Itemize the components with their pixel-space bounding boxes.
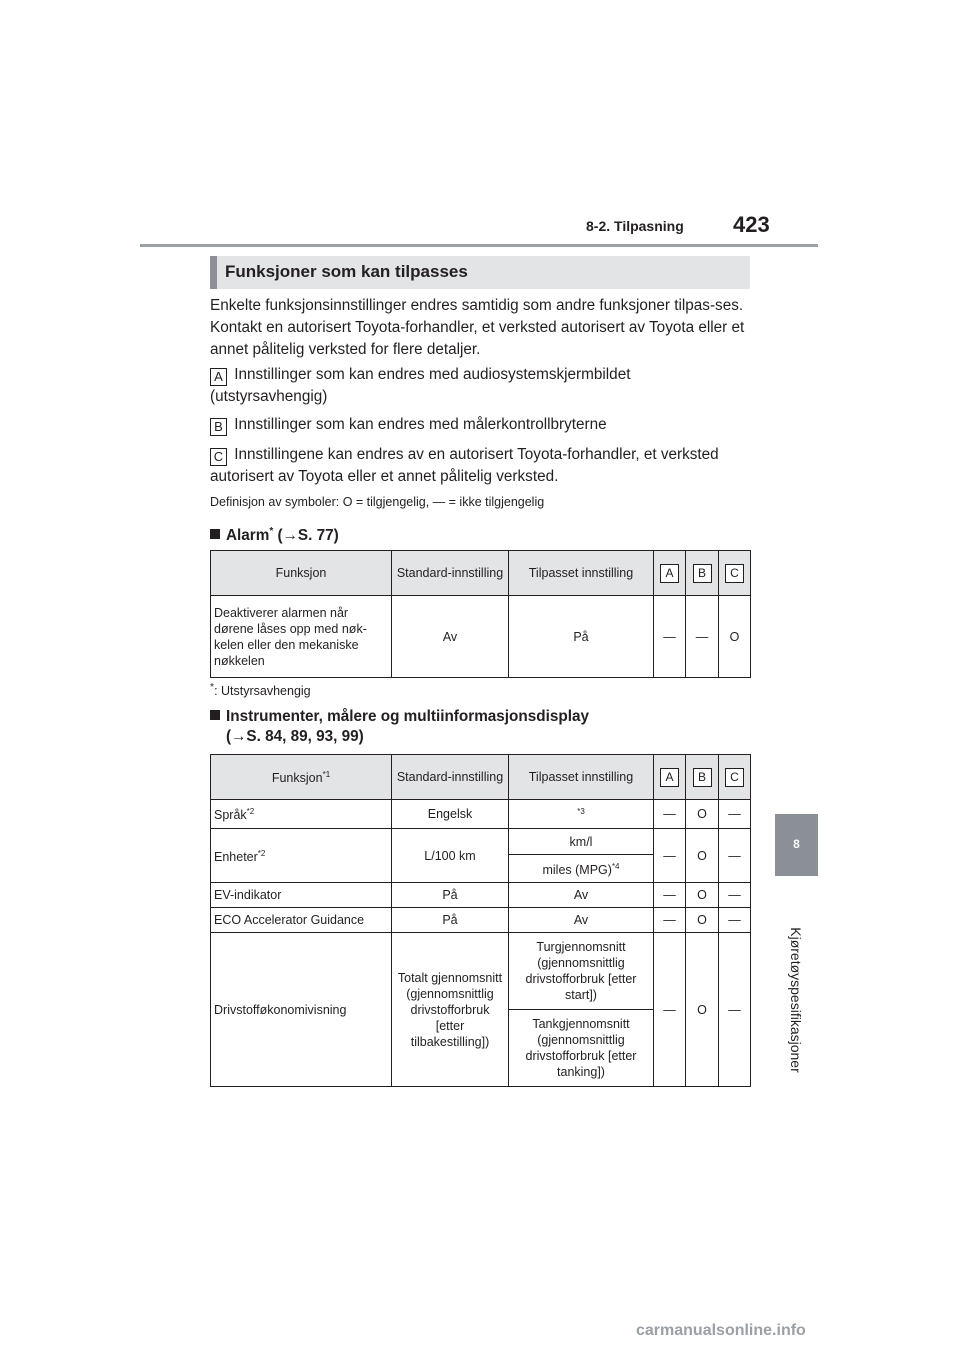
table-header-row xyxy=(211,551,751,596)
instruments-ref: (→S. 84, 89, 93, 99) xyxy=(226,728,364,745)
cell-b: O xyxy=(686,829,719,883)
header-function-text: Funksjon xyxy=(271,771,323,786)
cell-c: — xyxy=(719,908,751,933)
footnote-text: : Utstyrsavhengig xyxy=(214,684,311,699)
cell-b: O xyxy=(686,908,719,933)
cell-a: — xyxy=(654,883,686,908)
table-header-row xyxy=(211,755,751,800)
cell-custom: Tankgjennomsnitt (gjennomsnittlig drivstofforbruk [etter tanking]) xyxy=(509,1010,654,1087)
table-row xyxy=(211,596,751,678)
alarm-footnote xyxy=(210,682,311,698)
cell-function-mark: *2 xyxy=(257,848,266,858)
header-custom: Tilpasset innstilling xyxy=(509,755,654,800)
header-box-b: B xyxy=(693,564,712,583)
header-a xyxy=(654,551,686,596)
cell-custom: På xyxy=(509,596,654,678)
section-label: 8-2. Tilpasning xyxy=(586,218,684,234)
definition-c xyxy=(210,444,750,488)
header-standard: Standard-innstilling xyxy=(392,755,509,800)
square-bullet-icon xyxy=(210,710,220,720)
table-row xyxy=(211,883,751,908)
cell-standard: L/100 km xyxy=(392,829,509,883)
cell-b: — xyxy=(686,596,719,678)
cell-a: — xyxy=(654,908,686,933)
alarm-heading xyxy=(210,522,339,546)
letter-box-a: A xyxy=(210,368,227,386)
cell-function-mark: *2 xyxy=(246,807,255,817)
table-row xyxy=(211,800,751,829)
cell-custom: Av xyxy=(509,908,654,933)
cell-a: — xyxy=(654,933,686,1087)
cell-standard: Engelsk xyxy=(392,800,509,829)
instruments-table xyxy=(210,754,751,1087)
header-b xyxy=(686,551,719,596)
chapter-tab xyxy=(775,814,818,874)
cell-c: — xyxy=(719,933,751,1087)
cell-custom xyxy=(509,855,654,883)
cell-c: — xyxy=(719,829,751,883)
cell-function xyxy=(211,800,392,829)
cell-a: — xyxy=(654,596,686,678)
cell-b: O xyxy=(686,933,719,1087)
cell-custom-mark: *3 xyxy=(577,807,585,817)
cell-standard: På xyxy=(392,908,509,933)
cell-function: Deaktiverer alarmen når dørene låses opp med nøk-kelen eller den mekaniske nøkkelen xyxy=(211,596,392,678)
cell-a: — xyxy=(654,800,686,829)
cell-custom-text: miles (MPG) xyxy=(542,863,612,878)
header-standard: Standard-innstilling xyxy=(392,551,509,596)
header-custom: Tilpasset innstilling xyxy=(509,551,654,596)
cell-a: — xyxy=(654,829,686,883)
cell-c: — xyxy=(719,883,751,908)
alarm-heading-mark: * xyxy=(269,526,274,537)
header-a xyxy=(654,755,686,800)
definition-c-text: Innstillingene kan endres av en autorisert Toyota-forhandler, et verksted autorisert av Toyota eller et annet pålitelig verksted. xyxy=(210,446,719,485)
instruments-heading-text: Instrumenter, målere og multiinformasjonsdisplay xyxy=(226,708,589,725)
header-c xyxy=(719,755,751,800)
cell-function-text: Enheter xyxy=(214,850,258,865)
cell-function-text: Språk xyxy=(214,808,247,823)
chapter-number: 8 xyxy=(793,837,800,851)
cell-custom: Turgjennomsnitt (gjennomsnittlig drivstofforbruk [etter start]) xyxy=(509,933,654,1010)
intro-paragraph: Enkelte funksjonsinnstillinger endres samtidig som andre funksjoner tilpas-ses. Kontakt en autorisert Toyota-forhandler, et verksted autorisert av Toyota eller et annet pålitelig verksted for flere detaljer. xyxy=(210,297,745,358)
header-c xyxy=(719,551,751,596)
header-function: Funksjon xyxy=(211,551,392,596)
definition-b xyxy=(210,414,750,436)
table-row xyxy=(211,908,751,933)
cell-b: O xyxy=(686,800,719,829)
cell-function xyxy=(211,829,392,883)
chapter-tab-rule xyxy=(775,874,818,876)
title-accent xyxy=(210,256,217,289)
cell-c: O xyxy=(719,596,751,678)
header-box-a: A xyxy=(660,564,679,583)
definition-a-text: Innstillinger som kan endres med audiosystemskjermbildet (utstyrsavhengig) xyxy=(210,366,631,405)
cell-b: O xyxy=(686,883,719,908)
watermark: carmanualsonline.info xyxy=(636,1322,806,1339)
chapter-label: Kjøretøyspesifikasjoner xyxy=(788,927,804,1073)
cell-custom: km/l xyxy=(509,829,654,855)
cell-custom-mark: *4 xyxy=(611,861,620,871)
footnote-mark: * xyxy=(210,682,215,693)
cell-standard: Totalt gjennomsnitt (gjennomsnittlig drivstofforbruk [etter tilbakestilling]) xyxy=(392,933,509,1087)
cell-function: ECO Accelerator Guidance xyxy=(211,908,392,933)
header-box-a: A xyxy=(660,768,679,787)
cell-standard: På xyxy=(392,883,509,908)
section-title: Funksjoner som kan tilpasses xyxy=(225,262,468,281)
square-bullet-icon xyxy=(210,529,220,539)
cell-c: — xyxy=(719,800,751,829)
table-row xyxy=(211,829,751,855)
header-function-mark: *1 xyxy=(322,770,331,780)
cell-custom: Av xyxy=(509,883,654,908)
header-box-b: B xyxy=(693,768,712,787)
table-row xyxy=(211,933,751,1010)
cell-function: EV-indikator xyxy=(211,883,392,908)
definition-a xyxy=(210,364,750,408)
letter-box-b: B xyxy=(210,418,227,436)
header-function xyxy=(211,755,392,800)
header-box-c: C xyxy=(725,564,744,583)
letter-box-c: C xyxy=(210,448,227,466)
header-box-c: C xyxy=(725,768,744,787)
header-divider xyxy=(140,244,818,247)
cell-standard: Av xyxy=(392,596,509,678)
instruments-heading xyxy=(210,707,589,727)
cell-function: Drivstofføkonomivisning xyxy=(211,933,392,1087)
alarm-ref: (→S. 77) xyxy=(277,527,339,545)
alarm-table xyxy=(210,550,751,678)
cell-custom xyxy=(509,800,654,829)
header-b xyxy=(686,755,719,800)
alarm-heading-text: Alarm xyxy=(226,527,270,545)
section-title-bar xyxy=(210,256,750,289)
page-number: 423 xyxy=(733,212,770,237)
symbols-definition: Definisjon av symboler: O = tilgjengelig, — = ikke tilgjengelig xyxy=(210,495,545,509)
definition-b-text: Innstillinger som kan endres med målerkontrollbryterne xyxy=(234,416,607,433)
